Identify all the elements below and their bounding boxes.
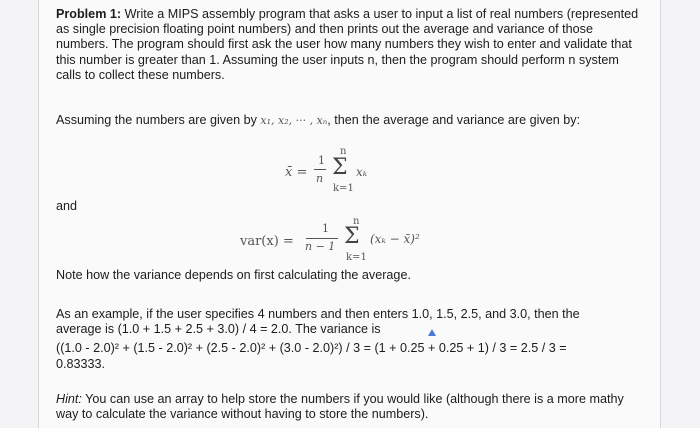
assumption-paragraph — [56, 113, 646, 128]
mean-lower-limit: k=1 — [333, 183, 354, 194]
variance-sigma: Σ — [344, 224, 360, 249]
and-text: and — [56, 199, 78, 213]
mean-upper-limit: n — [340, 146, 347, 157]
mean-numerator: 1 — [318, 154, 325, 167]
problem-statement: Write a MIPS assembly program that asks a user to input a list of real numbers (represented as single precision floating point numbers) and then prints out the average and variance of those numbers. The program should first ask the user how many numbers they wish to enter and validate that this number is greater than 1. Assuming the user inputs n, then the program should perform n system calls to collect these numbers. — [56, 7, 639, 82]
hint-text: You can use an array to help store the numbers if you would like (although there is a more mathy way to calculate the variance without having to store the numbers). — [56, 392, 624, 422]
variance-term: (xₖ − x̄)² — [370, 232, 420, 246]
note-text: Note how the variance depends on first calculating the average. — [56, 268, 411, 282]
mean-fraction-bar — [314, 169, 326, 170]
variance-fraction-bar — [306, 238, 338, 239]
problem-paragraph — [56, 7, 646, 83]
example-line-1: As an example, if the user specifies 4 numbers and then enters 1.0, 1.5, 2.5, and 3.0, then the — [56, 307, 580, 321]
mean-denominator: n — [316, 172, 324, 185]
example-line-2: average is (1.0 + 1.5 + 2.5 + 3.0) / 4 = 2.0. The variance is — [56, 322, 381, 336]
assumption-after: , then the average and variance are given by: — [327, 113, 581, 127]
example-line-3: ((1.0 - 2.0)² + (1.5 - 2.0)² + (2.5 - 2.0)² + (3.0 - 2.0)²) / 3 = (1 + 0.25 + 0.25 + 1) / 3 = 2.5 / 3 = — [56, 341, 567, 355]
mouse-cursor-icon — [428, 329, 436, 336]
variance-denominator: n − 1 — [305, 240, 336, 253]
variance-lower-limit: k=1 — [346, 252, 367, 263]
mean-sigma: Σ — [332, 155, 348, 180]
variance-lhs: var(x) = — [240, 234, 294, 249]
variance-numerator: 1 — [322, 222, 329, 235]
assumption-before: Assuming the numbers are given by — [56, 113, 261, 127]
mean-lhs: x̄ = — [285, 165, 308, 180]
hint-label: Hint: — [56, 392, 82, 406]
assumption-variables: x₁, x₂, ··· , xₙ — [260, 114, 328, 127]
hint-paragraph — [56, 392, 646, 422]
variance-upper-limit: n — [353, 216, 360, 227]
problem-label: Problem 1: — [56, 7, 122, 21]
mean-term: xₖ — [356, 165, 368, 179]
example-line-4: 0.83333. — [56, 357, 106, 371]
